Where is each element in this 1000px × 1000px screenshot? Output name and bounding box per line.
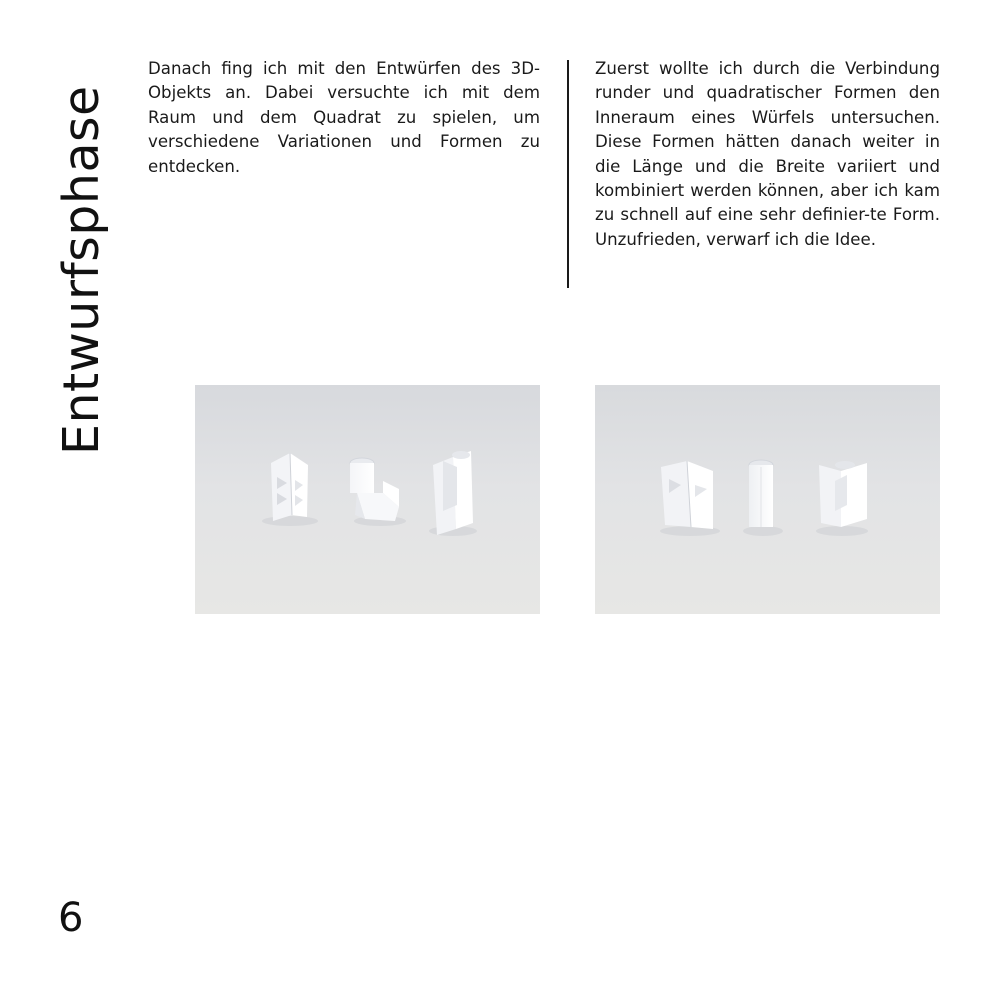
photo-paper-models-2	[595, 385, 940, 614]
page-number: 6	[58, 895, 84, 941]
paper-model-cross	[819, 461, 867, 527]
right-text-column	[595, 57, 940, 252]
page-title: Entwurfsphase	[53, 85, 110, 455]
left-text-column	[148, 57, 540, 179]
paper-model-panels	[433, 451, 473, 535]
right-paragraph: Zuerst wollte ich durch die Verbindung runder und quadratischer Formen den Inneraum eines Würfels untersuchen. Diese Formen hätten danach weiter in die Länge und die Breite variiert und kombiniert werden können, aber ich kam zu schnell auf eine sehr definier-te Form. Unzufrieden, verwarf ich die Idee.	[595, 59, 940, 249]
paper-model-tube	[749, 460, 773, 527]
paper-model-star	[661, 461, 713, 529]
left-paragraph: Danach fing ich mit den Entwürfen des 3D-Objekts an. Dabei versuchte ich mit dem Raum und dem Quadrat zu spielen, um verschiedene Variationen und Formen zu entdecken.	[148, 59, 540, 176]
column-divider	[567, 60, 569, 288]
photo-paper-models-1	[195, 385, 540, 614]
paper-model-folded	[271, 453, 308, 521]
